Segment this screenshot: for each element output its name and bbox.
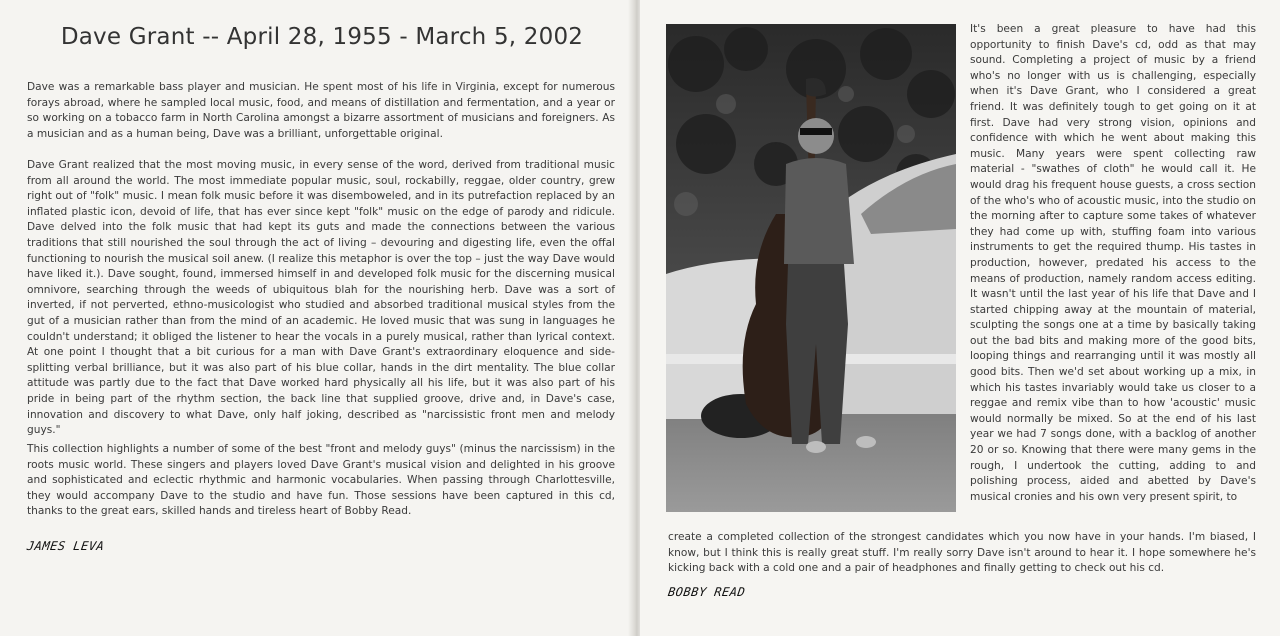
left-page: [0, 0, 634, 636]
right-column-text: It's been a great pleasure to have had this opportunity to finish Dave's cd, odd as that may sound. Completing a project of music by a friend who's no longer with us is challenging, especially when it's Dave Grant, who I considered a great friend. It was definitely tough to get going on it at first. Dave had very strong vision, opinions and confidence with which he went about making this music. Many years were spent collecting raw material - "swathes of cloth" he would call it. He would drag his frequent house guests, a cross section of the who's who of acoustic music, into the studio on the morning after to capture some takes of whatever they had come up with, stuffing foam into various instruments to get the required thump. His tastes in production, however, predated his access to the means of production, namely random access editing. It wasn't until the last year of his life that Dave and I started chipping away at the mountain of material, sculpting the songs one at a time by basically taking out the bad bits and making more of the good bits, looping things and rearranging until it was mostly all good bits. Then we'd set about working up a mix, in which his tastes invariably would take us closer to a reggae and remix vibe than to how 'acoustic' music would normally be mixed. So at the end of his last year we had 7 songs done, with a backlog of another 20 or so. Knowing that there were many gems in the rough, I undertook the cutting, adding to and polishing process, aided and abetted by Dave's musical cronies and his own very present spirit, to: [970, 23, 1256, 503]
page-title: Dave Grant -- April 28, 1955 - March 5, 2002: [60, 24, 584, 50]
paragraph-collection: This collection highlights a number of some of the best "front and melody guys" (minus the narcissism) in the roots music world. These singers and players loved Dave Grant's musical vision and delighted in his groove and sophisticated and eclectic rhythmic and harmonic vocabularies. When passing through Charlottesville, they would accompany Dave to the studio and have fun. Those sessions have been captured in this cd, thanks to the great ears, skilled hands and tireless heart of Bobby Read.: [27, 443, 615, 518]
signature-james-leva: JAMES LEVA: [26, 539, 106, 553]
paragraph-folk-music: Dave Grant realized that the most moving music, in every sense of the word, derived from traditional music from all around the world. The most immediate popular music, soul, rockabilly, reggae, older country, grew right out of "folk" music. I mean folk music before it was disemboweled, and in its putrefaction replaced by an inflated plastic icon, devoid of life, that has ever since kept "folk" music on the edge of parody and ridicule. Dave delved into the folk music that had kept its guts and made the connections between the various traditions that still nourished the soul through the act of living – devouring and digesting life, even the offal functioning to nourish the musical soil anew. (I realize this metaphor is over the top – just the way Dave would have liked it.). Dave sought, found, immersed himself in and developed folk music for the discerning musical omnivore, searching through the weeds of ubiquitous blah for the nourishing herb. Dave was a sort of inverted, if not perverted, ethno-musicologist who studied and absorbed traditional musical styles from the gut of a musician rather than from the mind of an academic. He loved music that was sung in languages he couldn't understand; it obliged the listener to hear the vocals in a purely musical, rather than lyrical context. At one point I thought that a bit curious for a man with Dave Grant's extraordinary eloquence and side-splitting verbal brilliance, but it was also part of his blue collar, hands in the dirt mentality. The blue collar attitude was partly due to the fact that Dave worked hard physically all his life, but it was also part of his pride in being part of the rhythm section, the back line that supplied groove, drive and, in Dave's case, innovation and discovery to what Dave, only half joking, described as "narcissistic front men and melody guys.": [27, 159, 615, 437]
photo-dave-grant-with-bass: [666, 24, 956, 512]
right-bottom-text: create a completed collection of the strongest candidates which you now have in your hands. I'm biased, I know, but I think this is really great stuff. I'm really sorry Dave isn't around to hear it. I hope somewhere he's kicking back with a cold one and a pair of headphones and finally getting to check out his cd.: [668, 531, 1256, 575]
paragraph-intro: Dave was a remarkable bass player and musician. He spent most of his life in Virginia, except for numerous forays abroad, where he sampled local music, food, and means of distillation and fermentation, and a year or so working on a tobacco farm in North Carolina amongst a bizarre assortment of musicians and foreigners. As a musician and as a human being, Dave was a brilliant, unforgettable original.: [27, 81, 615, 140]
signature-bobby-read: BOBBY READ: [667, 585, 747, 599]
